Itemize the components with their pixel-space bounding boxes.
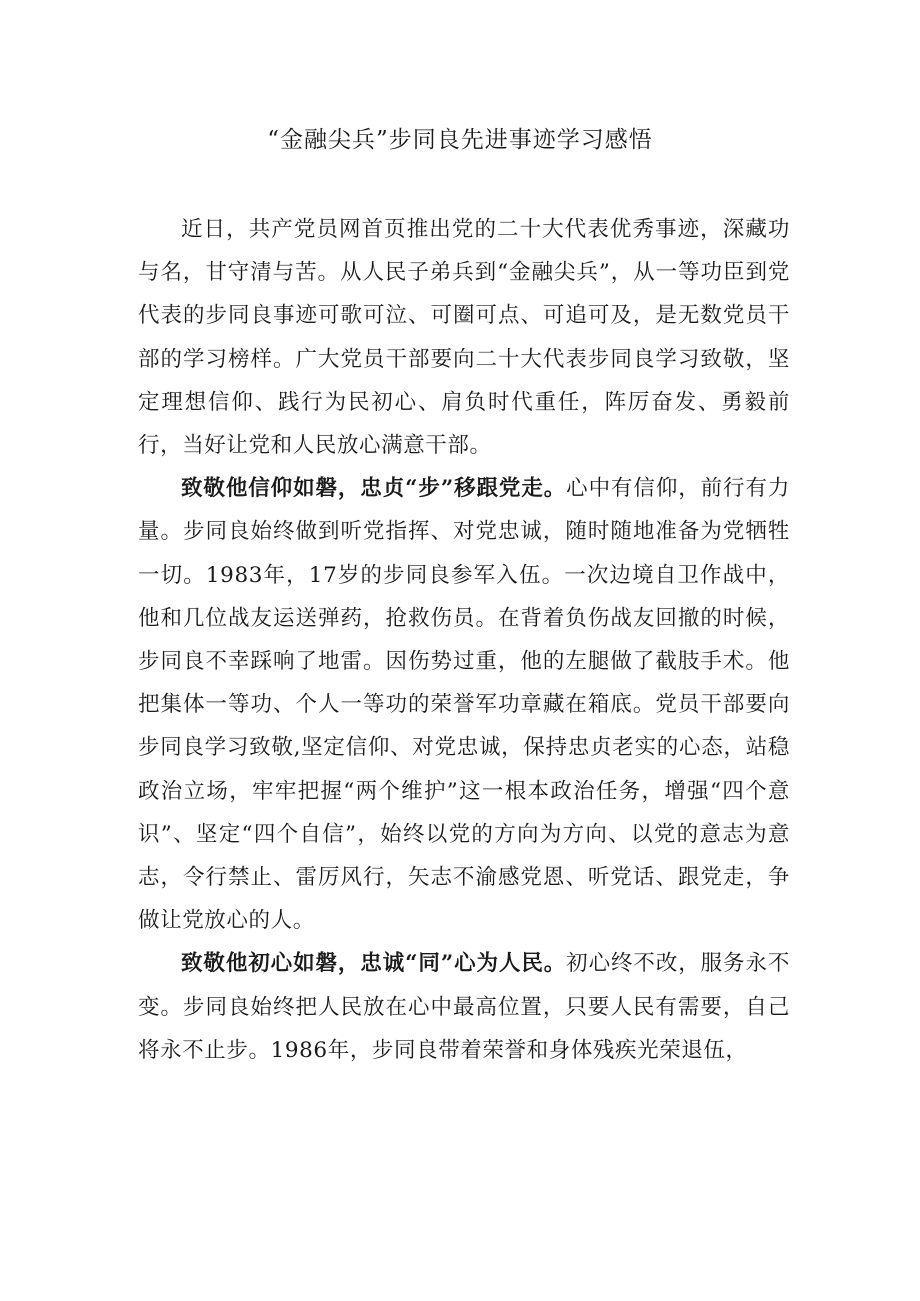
paragraph-intro xyxy=(138,208,790,467)
paragraph-faith xyxy=(138,467,790,942)
paragraph-people xyxy=(138,942,790,1072)
paragraph-lead: 致敬他初心如磐，忠诚“同”心为人民。 xyxy=(181,951,567,977)
paragraph-text: 初心终不改，服务永不变。步同良始终把人民放在心中最高位置，只要人民有需要，自己将永不止步。1986年，步同良带着荣誉和身体残疾光荣退伍， xyxy=(138,951,790,1063)
paragraph-text: 心中有信仰，前行有力量。步同良始终做到听党指挥、对党忠诚，随时随地准备为党牺牲一切。1983年，17岁的步同良参军入伍。一次边境自卫作战中，他和几位战友运送弹药，抢救伤员。在背着负伤战友回撤的时候，步同良不幸踩响了地雷。因伤势过重，他的左腿做了截肢手术。他把集体一等功、个人一等功的荣誉军功章藏在箱底。党员干部要向步同良学习致敬,坚定信仰、对党忠诚，保持忠贞老实的心态，站稳政治立场，牢牢把握“两个维护”这一根本政治任务，增强“四个意识”、坚定“四个自信”，始终以党的方向为方向、以党的意志为意志，令行禁止、雷厉风行，矢志不渝感党恩、听党话、跟党走，争做让党放心的人。 xyxy=(138,476,790,934)
page-title: “金融尖兵”步同良先进事迹学习感悟 xyxy=(267,127,653,153)
document-body xyxy=(138,208,790,1072)
paragraph-text: 近日，共产党员网首页推出党的二十大代表优秀事迹，深藏功与名，甘守清与苦。从人民子弟兵到“金融尖兵”，从一等功臣到党代表的步同良事迹可歌可泣、可圈可点、可追可及，是无数党员干部的学习榜样。广大党员干部要向二十大代表步同良学习致敬，坚定理想信仰、践行为民初心、肩负时代重任，阵厉奋发、勇毅前行，当好让党和人民放心满意干部。 xyxy=(138,217,790,459)
paragraph-lead: 致敬他信仰如磐，忠贞“步”移跟党走。 xyxy=(181,476,567,502)
